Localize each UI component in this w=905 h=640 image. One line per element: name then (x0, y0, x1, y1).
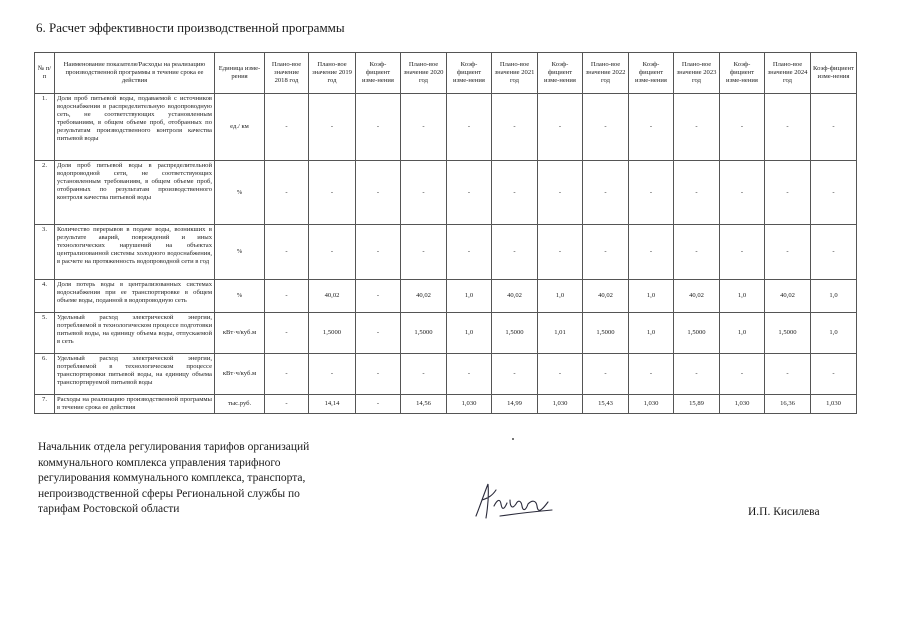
indicator-name: Доля потерь воды в централизованных системах водоснабжения при ее транспортировке в общем объеме воды, поданной в водопроводную сеть (55, 280, 215, 313)
value-cell: - (356, 313, 401, 354)
value-cell: - (309, 161, 356, 225)
value-cell: 14,99 (492, 395, 538, 414)
scan-dot (512, 438, 514, 440)
row-number: 4. (35, 280, 55, 313)
header-plan-2022: Плано-вое значение 2022 год (583, 53, 629, 94)
header-coef-2022: Коэф-фициент изме-нения (629, 53, 674, 94)
value-cell: 1,0 (447, 313, 492, 354)
table-row (35, 395, 857, 414)
indicator-name: Доля проб питьевой воды в распределительной водопроводной сети, не соответствующих установленным требованиям, в общем объеме проб, отобранных по результатам производственного контроля качества питьевой воды (55, 161, 215, 225)
value-cell: 40,02 (765, 280, 811, 313)
value-cell: - (629, 94, 674, 161)
indicator-name: Количество перерывов в подаче воды, возникших в результате аварий, повреждений и иных технологических нарушений на объектах централизованной системы холодного водоснабжения, в расчете на протяженность водопроводной сети в год (55, 225, 215, 280)
value-cell: 1,0 (538, 280, 583, 313)
value-cell: - (492, 161, 538, 225)
value-cell: 1,0 (629, 280, 674, 313)
value-cell: 1,01 (538, 313, 583, 354)
header-coef-2023: Коэф-фициент изме-нения (720, 53, 765, 94)
value-cell: 1,5000 (309, 313, 356, 354)
header-plan-2023: Плано-вое значение 2023 год (674, 53, 720, 94)
unit-cell: ед./ км (215, 94, 265, 161)
value-cell: - (765, 94, 811, 161)
value-cell: - (629, 354, 674, 395)
value-cell: - (583, 225, 629, 280)
value-cell: 15,89 (674, 395, 720, 414)
value-cell: - (811, 225, 857, 280)
header-name: Наименование показателя/Расходы на реализацию производственной программы в течение срока ее действия (55, 53, 215, 94)
table-header-row (35, 53, 857, 94)
value-cell: - (811, 94, 857, 161)
value-cell: - (492, 354, 538, 395)
value-cell: - (674, 354, 720, 395)
position-line: регулирования коммунального комплекса, транспорта, (38, 472, 306, 484)
value-cell: - (765, 161, 811, 225)
value-cell: 40,02 (583, 280, 629, 313)
value-cell: - (492, 94, 538, 161)
header-plan-2021: Плано-вое значение 2021 год (492, 53, 538, 94)
row-number: 6. (35, 354, 55, 395)
position-line: Начальник отдела регулирования тарифов организаций (38, 441, 310, 453)
header-plan-2018: Плано-вое значение 2018 год (265, 53, 309, 94)
indicator-name: Доля проб питьевой воды, подаваемой с источников водоснабжения в распределительную водопроводную сеть, не соответствующих установленным требованиям, в общем объеме проб, отобранных по результатам производственного контроля качества питьевой воды (55, 94, 215, 161)
value-cell: - (538, 94, 583, 161)
value-cell: - (811, 354, 857, 395)
value-cell: - (720, 161, 765, 225)
value-cell: 16,36 (765, 395, 811, 414)
header-plan-2024: Плано-вое значение 2024 год (765, 53, 811, 94)
indicator-name: Расходы на реализацию производственной программы в течение срока ее действия (55, 395, 215, 414)
value-cell: 1,5000 (492, 313, 538, 354)
header-unit: Единица изме-рения (215, 53, 265, 94)
table-row (35, 161, 857, 225)
value-cell: - (356, 395, 401, 414)
value-cell: - (401, 225, 447, 280)
value-cell: - (538, 225, 583, 280)
row-number: 1. (35, 94, 55, 161)
row-number: 5. (35, 313, 55, 354)
position-line: коммунального комплекса управления тарифного (38, 456, 281, 469)
indicator-name: Удельный расход электрической энергии, потребляемой в технологическом процессе подготовки питьевой воды, на единицу объема воды, отпускаемой в сеть (55, 313, 215, 354)
value-cell: - (492, 225, 538, 280)
value-cell: - (309, 354, 356, 395)
value-cell: - (629, 225, 674, 280)
value-cell: - (447, 225, 492, 280)
position-line: непроизводственной сферы Региональной службы по (38, 487, 300, 500)
row-number: 3. (35, 225, 55, 280)
page-title: 6. Расчет эффективности производственной программы (36, 20, 345, 35)
header-coef-2020: Коэф-фициент изме-нения (447, 53, 492, 94)
value-cell: - (401, 94, 447, 161)
value-cell: 1,0 (811, 280, 857, 313)
value-cell: 1,030 (447, 395, 492, 414)
unit-cell: % (215, 280, 265, 313)
value-cell: 1,030 (538, 395, 583, 414)
value-cell: - (401, 161, 447, 225)
value-cell: - (674, 161, 720, 225)
header-num: № п/п (35, 53, 55, 94)
value-cell: - (447, 354, 492, 395)
position-line: тарифам Ростовской области (38, 503, 180, 515)
header-plan-2019: Плано-вое значение 2019 год (309, 53, 356, 94)
value-cell: - (538, 354, 583, 395)
header-coef-2021: Коэф-фициент изме-нения (538, 53, 583, 94)
value-cell: - (720, 225, 765, 280)
value-cell: - (356, 280, 401, 313)
value-cell: 1,5000 (674, 313, 720, 354)
value-cell: 40,02 (309, 280, 356, 313)
table-row (35, 94, 857, 161)
value-cell: - (265, 354, 309, 395)
value-cell: - (674, 225, 720, 280)
value-cell: - (265, 161, 309, 225)
indicator-name: Удельный расход электрической энергии, потребляемой в технологическом процессе транспортировки питьевой воды, на единицу объема транспортируемой питьевой воды (55, 354, 215, 395)
value-cell: - (309, 94, 356, 161)
value-cell: 40,02 (492, 280, 538, 313)
value-cell: 40,02 (401, 280, 447, 313)
value-cell: - (811, 161, 857, 225)
value-cell: - (447, 94, 492, 161)
table-row (35, 225, 857, 280)
value-cell: 1,0 (447, 280, 492, 313)
value-cell: - (583, 161, 629, 225)
value-cell: - (765, 225, 811, 280)
row-number: 7. (35, 395, 55, 414)
value-cell: - (265, 313, 309, 354)
handwritten-signature (470, 476, 560, 526)
unit-cell: % (215, 161, 265, 225)
table-row (35, 280, 857, 313)
value-cell: 1,0 (720, 280, 765, 313)
header-plan-2020: Плано-вое значение 2020 год (401, 53, 447, 94)
value-cell: 14,56 (401, 395, 447, 414)
value-cell: - (356, 161, 401, 225)
unit-cell: кВт·ч/куб.м (215, 313, 265, 354)
header-coef-2024: Коэф-фициент изме-нения (811, 53, 857, 94)
value-cell: - (309, 225, 356, 280)
table-row (35, 354, 857, 395)
value-cell: 15,43 (583, 395, 629, 414)
value-cell: - (265, 395, 309, 414)
value-cell: - (720, 354, 765, 395)
unit-cell: тыс.руб. (215, 395, 265, 414)
value-cell: - (765, 354, 811, 395)
value-cell: - (356, 225, 401, 280)
value-cell: - (265, 280, 309, 313)
efficiency-table (34, 52, 857, 414)
value-cell: - (401, 354, 447, 395)
value-cell: 1,5000 (401, 313, 447, 354)
value-cell: 1,0 (811, 313, 857, 354)
value-cell: 1,5000 (765, 313, 811, 354)
value-cell: - (447, 161, 492, 225)
signature-position (38, 440, 368, 518)
value-cell: - (629, 161, 674, 225)
value-cell: 1,030 (629, 395, 674, 414)
value-cell: - (356, 94, 401, 161)
value-cell: 1,0 (629, 313, 674, 354)
row-number: 2. (35, 161, 55, 225)
value-cell: 1,5000 (583, 313, 629, 354)
value-cell: - (265, 94, 309, 161)
unit-cell: % (215, 225, 265, 280)
value-cell: 1,030 (720, 395, 765, 414)
value-cell: - (720, 94, 765, 161)
value-cell: - (538, 161, 583, 225)
value-cell: - (583, 354, 629, 395)
signer-name: И.П. Кисилева (748, 506, 820, 518)
value-cell: 1,030 (811, 395, 857, 414)
value-cell: - (265, 225, 309, 280)
value-cell: - (583, 94, 629, 161)
value-cell: 1,0 (720, 313, 765, 354)
value-cell: - (356, 354, 401, 395)
table-row (35, 313, 857, 354)
value-cell: 14,14 (309, 395, 356, 414)
header-coef-2019: Коэф-фициент изме-нения (356, 53, 401, 94)
value-cell: - (674, 94, 720, 161)
unit-cell: кВт·ч/куб.м (215, 354, 265, 395)
value-cell: 40,02 (674, 280, 720, 313)
